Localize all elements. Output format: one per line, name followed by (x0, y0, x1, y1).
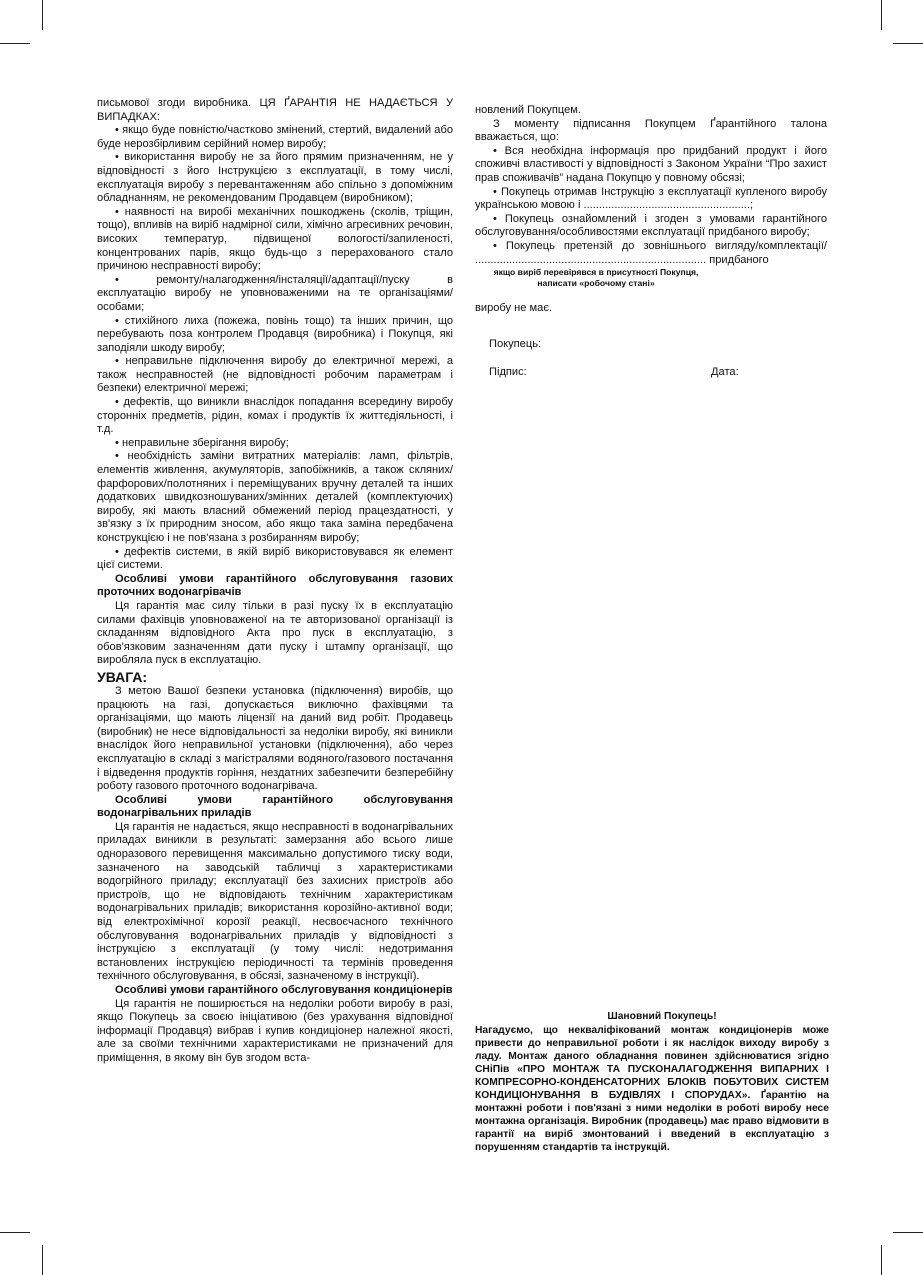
paragraph: Ця гарантія має силу тільки в разі пуску їх в експлуатацію силами фахівців уповноваженої на те авторизованої організації із складанням відповідного Акта про пуск в експлуатацію, з обов'язковим зазначенням дати пуску і штампу організації, що виробляла пуск в експлуатацію. (97, 599, 453, 667)
paragraph: Ця гарантія не надається, якщо несправності в водонагрівальних приладах виникли в результаті: замерзання або всього лише одноразового перевищення максимально допустимого тиску води, зазначеного на заводській табличці з характеристиками водогрійного приладу; експлуатації без захисних пристроїв або пристроїв, що не відповідають технічним характеристикам водонагрівальних приладів; використання корозійно-активної води; від електрохімічної корозії реакції, несвоєчасного технічного обслуговування водонагрівальних приладів у відповідності з інструкцією з експлуатації (у тому числі: недотримання встановлених інструкцією періодичності та термінів проведення технічного обслуговування, в обсязі, зазначеному в інструкції). (97, 820, 453, 983)
crop-mark (893, 43, 923, 44)
crop-mark (42, 0, 43, 30)
notice-text: Нагадуємо, що некваліфікований монтаж кондиціонерів може привести до неправильної роботи і як наслідок виходу виробу з ладу. Монтаж даного обладнання повинен здійснюватися згідно СНіПів «ПРО МОНТАЖ ТА ПУСКОНАЛАГОДЖЕННЯ ВИПАРНИХ І КОМПРЕСОРНО-КОНДЕНСАТОРНИХ БЛОКІВ ПОБУТОВИХ СИСТЕМ КОНДИЦІОНУВАННЯ В БУДІВЛЯХ І СПОРУДАХ». Ґарантію на монтажні роботи і пов'язані з ними недоліки в роботі виробу несе монтажна організація. Виробник (продавець) має право відмовити в гарантії на виріб змонтований і введений в експлуатацію з порушенням стандартів та інструкцій. (475, 1025, 829, 1153)
list-item: • необхідність заміни витратних матеріалів: ламп, фільтрів, елементів живлення, акумуляторів, запобіжників, а також скляних/фарфорових/полотняних і переміщуваних вручну деталей та інших додаткових швидкозношуваних/змінних деталей (комплектуючих) виробу, які мають власний обмежений період працездатності, у зв'язку з їх природним зносом, або якщо така заміна передбачена конструкцією і не пов'язана з розбиранням виробу; (97, 450, 453, 544)
list-item: • Покупець отримав Інструкцію з експлуатації купленого виробу українською мовою і ......................................................; (475, 185, 827, 212)
list-item: • дефектів системи, в якій виріб використовувався як елемент цієї системи. (97, 545, 453, 572)
paragraph: новлений Покупцем. (475, 104, 581, 116)
crop-mark (0, 43, 30, 44)
list-item: • наявності на виробі механічних пошкоджень (сколів, тріщин, тощо), впливів на виріб надмірної сили, хімічно агресивних речовин, високих температур, підвищеної вологості/запиленості, концентрованих парів, якщо будь-що з перерахованого стало причиною несправності виробу; (97, 205, 453, 273)
list-item: • використання виробу не за його прямим призначенням, не у відповідності з його Інструкцією з експлуатації, в тому числі, експлуатація виробу з перевантаженням або спільно з допоміжним обладнанням, не рекомендованим Продавцем (виробником); (97, 151, 453, 205)
paragraph: З метою Вашої безпеки установка (підключення) виробів, що працюють на газі, допускається виключно фахівцями та організаціями, що мають ліцензії на даний вид робіт. Продавець (виробник) не несе відповідальності за недоліки виробу, які виникли внаслідок його неправильної установки (підключення), або через експлуатацію в складі з магістралями водяного/газового постачання і відведення продуктів горіння, нездатних забезпечити безперебійну роботу газового проточного водонагрівача. (97, 684, 453, 793)
notice-title: Шановний Покупець! (607, 1011, 717, 1022)
date-label: Дата: (711, 365, 739, 378)
left-column (97, 97, 453, 1066)
section-heading-gas: Особливі умови гарантійного обслуговування газових проточних водонагрівачів (97, 572, 453, 599)
list-item: • неправильне зберігання виробу; (115, 436, 289, 449)
buyer-label: Покупець: (489, 337, 542, 350)
signature-label: Підпис: (489, 365, 527, 378)
fill-in-note-line: написати «робочому стані» (537, 277, 655, 288)
list-item: • якщо буде повністю/частково змінений, стертий, видалений або буде нерозбірливим серійний номер виробу; (97, 124, 453, 150)
crop-mark (0, 1232, 30, 1233)
list-item: • Покупець ознайомлений і згоден з умовами гарантійного обслуговування/особливостями експлуатації придбаного виробу; (475, 212, 827, 239)
list-item: • неправильне підключення виробу до електричної мережі, а також несправностей (не відповідності робочим параметрам і безпеки) електричної мережі; (97, 355, 453, 395)
list-item: • Вся необхідна інформація про придбаний продукт і його споживчі властивості у відповідності з Законом України “Про захист прав споживачів” надана Покупцю у повному обсязі; (475, 144, 827, 184)
list-item: • стихійного лиха (пожежа, повінь тощо) та інших причин, що перебувають поза контролем Продавця (виробника) і Покупця, які заподіяли шкоду виробу; (97, 314, 453, 354)
crop-mark (893, 1232, 923, 1233)
crop-mark (881, 1245, 882, 1275)
section-heading-water: Особливі умови гарантійного обслуговування водонагрівальних приладів (97, 793, 453, 820)
fill-in-note-line: якщо виріб перевірявся в присутності Покупця, (493, 267, 699, 278)
paragraph: виробу не має. (475, 302, 553, 315)
signature-row (489, 366, 827, 380)
paragraph: письмової згоди виробника. ЦЯ ҐАРАНТІЯ НЕ НАДАЄТЬСЯ У ВИПАДКАХ: (97, 97, 453, 123)
paragraph: Ця гарантія не поширюється на недоліки роботи виробу в разі, якщо Покупець за своєю ініціативою (без урахування відповідної інформації Продавця) вибрав і купив кондиціонер належної якості, але за своїми технічними характеристиками не призначений для приміщення, в якому він був згодом вста- (97, 997, 453, 1064)
crop-mark (881, 0, 882, 30)
buyer-row (489, 338, 827, 352)
list-item: • ремонту/налагодження/інсталяції/адаптації/пуску в експлуатацію виробу не уповноваженими на те організаціями/особами; (97, 273, 453, 313)
right-column (475, 104, 827, 380)
customer-notice (475, 1010, 829, 1154)
section-heading-ac: Особливі умови гарантійного обслуговування кондиціонерів (115, 984, 453, 996)
fill-in-note (475, 267, 827, 288)
attention-heading: УВАГА: (97, 668, 148, 685)
paragraph: З моменту підписання Покупцем Ґарантійного талона вважається, що: (475, 117, 827, 144)
crop-mark (42, 1245, 43, 1275)
list-item: • Покупець претензій до зовнішнього вигляду/комплектації/ ........................................................................... придбаного (475, 239, 827, 266)
list-item: • дефектів, що виникли внаслідок попадання всередину виробу сторонніх предметів, рідин, комах і продуктів їх життєдіяльності, і т.д. (97, 396, 453, 436)
